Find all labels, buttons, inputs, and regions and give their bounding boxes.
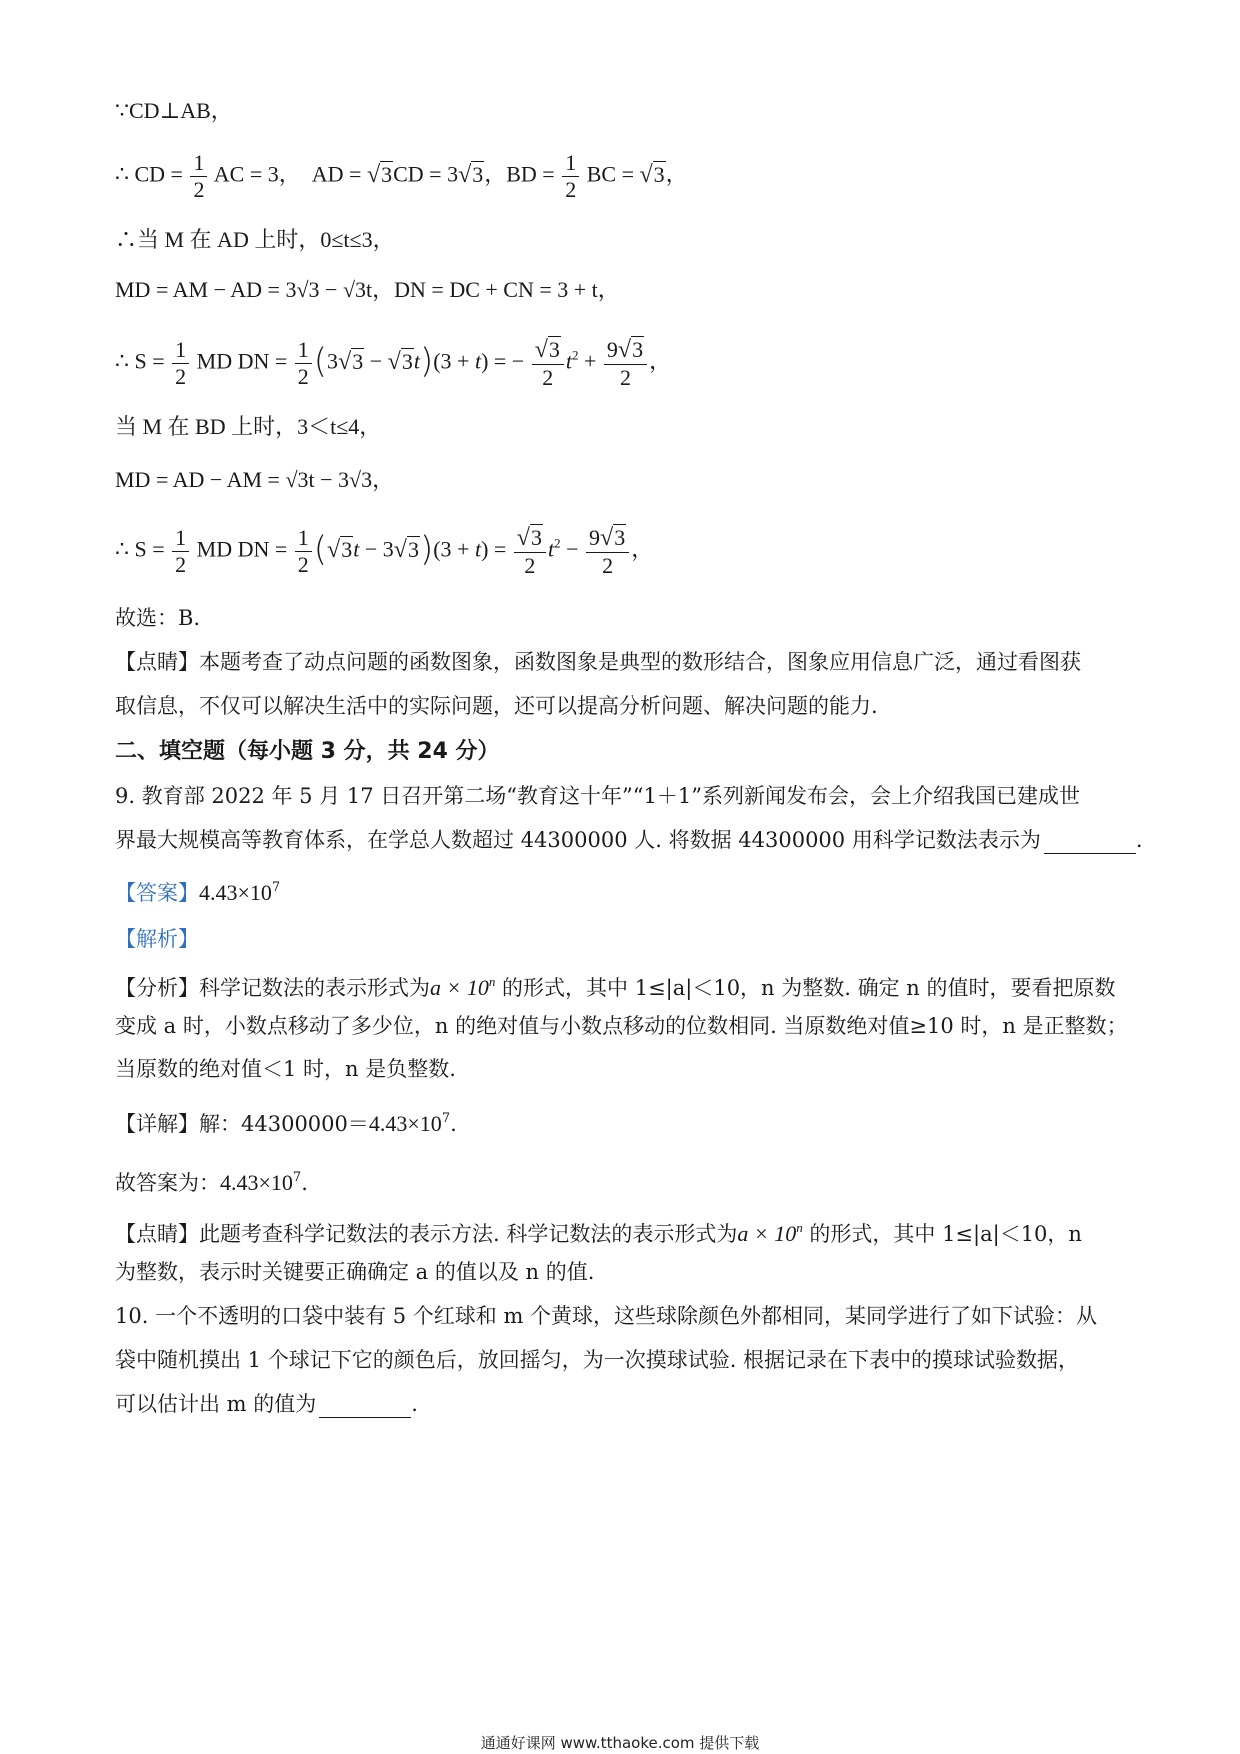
sqrt-3: √3: [458, 161, 484, 188]
question-9-line-2: [115, 826, 1143, 854]
sqrt-3: √3: [639, 161, 665, 188]
answer-blank: [319, 1397, 411, 1418]
answer-value: 4.43×10: [199, 880, 272, 905]
text-line-m-on-bd: 当 M 在 BD 上时，3＜t≤4，: [115, 414, 382, 439]
math-line-md-case2: MD = AD − AM = √3t − 3√3，: [115, 467, 395, 492]
expr-exponent: n: [796, 1220, 803, 1235]
expr-text: ，BD =: [484, 161, 555, 187]
fraction-9sqrt3-over-2: $\frac{9√3}{2}$: [586, 526, 629, 577]
period: .: [450, 1112, 457, 1136]
question-text: 界最大规模高等教育体系，在学总人数超过 44300000 人. 将数据 44300000 用科学记数法表示为: [115, 828, 1041, 852]
expr-text: MD DN =: [196, 536, 288, 562]
fraction-half: $\frac{1}{2}$: [172, 339, 189, 388]
fraction-sqrt3-over-2: $\frac{√3}{2}$: [532, 338, 564, 389]
fraction-half: $\frac{1}{2}$: [172, 527, 189, 576]
text: 【详解】解：44300000＝: [115, 1112, 369, 1136]
period: .: [301, 1171, 308, 1195]
expr-text: AC = 3，: [213, 161, 301, 187]
fraction-half: $\frac{1}{2}$: [295, 527, 312, 576]
expr: a × 10: [430, 975, 489, 1000]
text-line-comment-2: 取信息，不仅可以解决生活中的实际问题，还可以提高分析问题、解决问题的能力.: [115, 694, 878, 718]
fraction-half: $\frac{1}{2}$: [190, 152, 207, 201]
question-text: 可以估计出 m 的值为: [115, 1392, 317, 1416]
expr-exponent: 7: [441, 1111, 451, 1126]
math-line-md-dn: MD = AM − AD = 3√3 − √3t，DN = DC + CN = 3 + t，: [115, 277, 620, 302]
period: .: [1135, 828, 1143, 852]
expr-text: ∴ S =: [115, 348, 165, 374]
period: .: [411, 1392, 418, 1416]
expr-text: ∴ S =: [115, 536, 165, 562]
analysis-line-2: 变成 a 时，小数点移动了多少位，n 的绝对值与小数点移动的位数相同. 当原数绝对值≥10 时，n 是正整数；: [115, 1014, 1128, 1038]
answer-blank: [1044, 833, 1136, 854]
text: 【点睛】此题考查科学记数法的表示方法. 科学记数法的表示形式为: [115, 1222, 738, 1246]
math-line-s-case2: ∴ S = $\frac{1}{2}$ MD DN = $\frac{1}{2}$ (√3t − 3√3)(3 + t) = $\frac{√3}{2}$ $t^2$ − $\frac{9√3}{2}$ ，: [115, 525, 654, 578]
expr: 4.43×10: [368, 1111, 442, 1136]
question-9-line-1: 9. 教育部 2022 年 5 月 17 日召开第二场“教育这十年”“1＋1”系列新闻发布会，会上介绍我国已建成世: [115, 784, 1080, 808]
text: 的形式，其中 1≤|a|＜10，n 为整数. 确定 n 的值时，要看把原数: [495, 976, 1116, 1000]
expr-text: ∴ CD =: [115, 161, 183, 187]
text-line-answer-choice: 故选：B.: [115, 606, 201, 630]
fraction-9sqrt3-over-2: $\frac{9√3}{2}$: [604, 338, 647, 389]
analysis-line-1: [115, 968, 1115, 1002]
page-footer: 通通好课网 www.tthaoke.com 提供下载: [480, 1734, 760, 1752]
analysis-line-3: 当原数的绝对值＜1 时，n 是负整数.: [115, 1057, 456, 1081]
fraction-half: $\frac{1}{2}$: [562, 152, 579, 201]
fraction-half: $\frac{1}{2}$: [295, 339, 312, 388]
expr-exponent: n: [488, 974, 496, 989]
text-line-m-on-ad: ∴当 M 在 AD 上时，0≤t≤3，: [115, 227, 395, 252]
text: 故答案为：: [115, 1171, 220, 1195]
text: 【分析】科学记数法的表示形式为: [115, 976, 430, 1000]
section-heading: 二、填空题（每小题 3 分，共 24 分）: [115, 739, 500, 764]
question-10-line-1: 10. 一个不透明的口袋中装有 5 个红球和 m 个黄球，这些球除颜色外都相同，某同学进行了如下试验：从: [115, 1304, 1098, 1328]
text: 的形式，其中 1≤|a|＜10，n: [802, 1222, 1082, 1246]
math-line-s-case1: ∴ S = $\frac{1}{2}$ MD DN = $\frac{1}{2}$ (3√3 − √3t)(3 + t) = − $\frac{√3}{2}$ $t^2$ + $\frac{9√3}{2}$ ，: [115, 337, 672, 390]
expr-text: BC =: [586, 161, 640, 187]
text-line-comment-1: 【点睛】本题考查了动点问题的函数图象，函数图象是典型的数形结合，图象应用信息广泛，通过看图获: [115, 650, 1081, 674]
sqrt-3: √3: [366, 161, 393, 188]
expr-exponent: 7: [292, 1170, 302, 1185]
detail-line: [115, 1105, 457, 1138]
expr-text: AD =: [311, 161, 367, 187]
comment-2-line-1: [115, 1214, 1082, 1248]
comment-2-line-2: 为整数，表示时关键要正确确定 a 的值以及 n 的值.: [115, 1260, 595, 1284]
expr: a × 10: [737, 1221, 797, 1246]
answer-exponent: 7: [271, 880, 281, 895]
text-line-cd-perp-ab: ∵CD⊥AB，: [115, 98, 233, 123]
analysis-label: 【解析】: [115, 927, 199, 951]
math-line-cd-ad-bd: [115, 152, 688, 201]
fraction-sqrt3-over-2: $\frac{√3}{2}$: [514, 526, 546, 577]
question-10-line-3: [115, 1390, 418, 1418]
answer-label: 【答案】: [115, 881, 199, 905]
answer-line: [115, 874, 280, 907]
expr-text: CD = 3: [393, 161, 459, 187]
expr: 4.43×10: [220, 1170, 293, 1195]
final-answer-line: [115, 1164, 308, 1197]
expr-text: MD DN =: [196, 348, 288, 374]
question-10-line-2: 袋中随机摸出 1 个球记下它的颜色后，放回摇匀，为一次摸球试验. 根据记录在下表中的摸球试验数据，: [115, 1348, 1080, 1372]
expr-text: ，: [665, 161, 688, 187]
